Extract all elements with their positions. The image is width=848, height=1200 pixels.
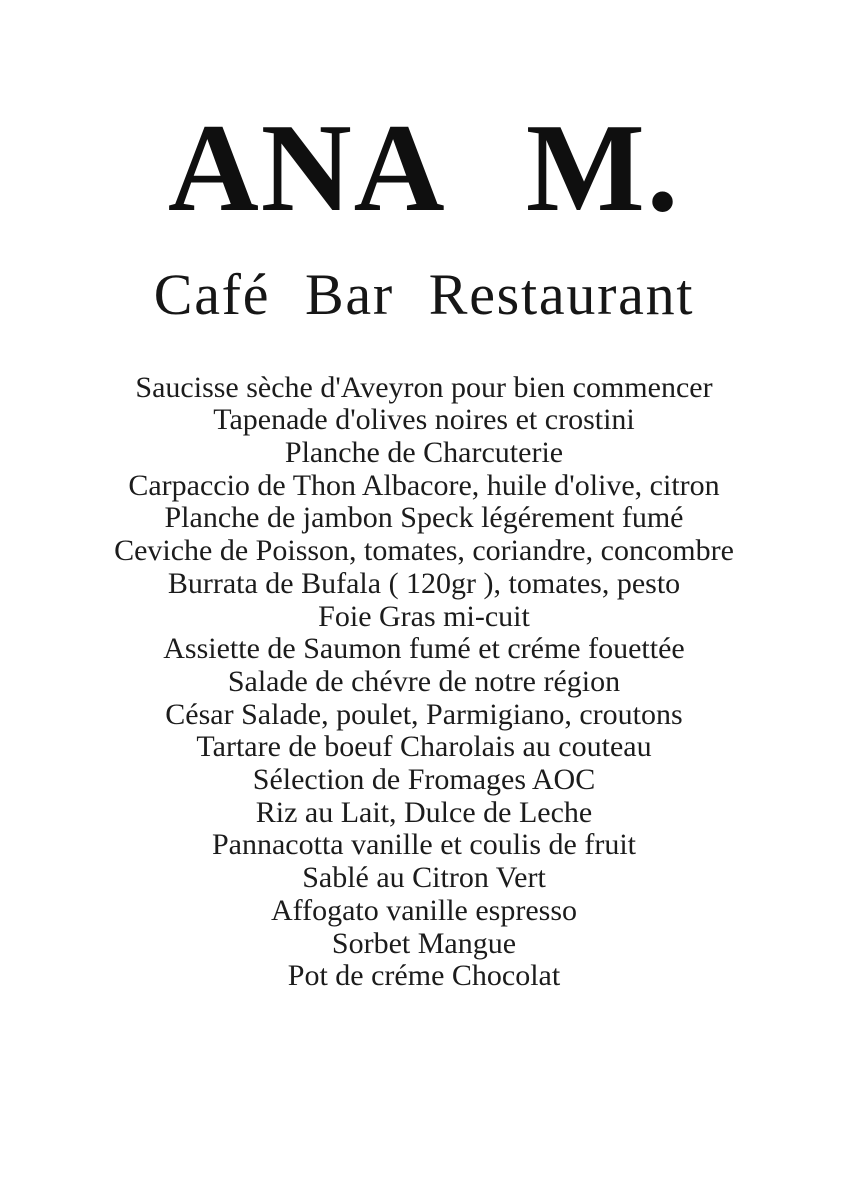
- menu-item: César Salade, poulet, Parmigiano, croutons: [165, 697, 683, 731]
- menu-item: Burrata de Bufala ( 120gr ), tomates, pesto: [167, 566, 681, 600]
- restaurant-name: ANA M.: [167, 99, 681, 238]
- menu-item: Tapenade d'olives noires et crostini: [213, 403, 635, 437]
- menu-item: Assiette de Saumon fumé et créme fouettée: [163, 632, 685, 666]
- menu-item: Salade de chévre de notre région: [227, 664, 621, 698]
- menu-item: Foie Gras mi-cuit: [318, 599, 530, 633]
- menu-item: Planche de jambon Speck légérement fumé: [164, 501, 684, 535]
- menu-item: Pannacotta vanille et coulis de fruit: [211, 828, 637, 862]
- menu-item: Pot de créme Chocolat: [287, 959, 561, 993]
- menu-item: Tartare de boeuf Charolais au couteau: [196, 730, 652, 764]
- menu-item: Ceviche de Poisson, tomates, coriandre, concombre: [114, 534, 734, 568]
- restaurant-subtitle: Café Bar Restaurant: [153, 262, 695, 327]
- menu-item: Sorbet Mangue: [331, 926, 517, 960]
- menu-list: [0, 372, 848, 993]
- menu-item: Carpaccio de Thon Albacore, huile d'olive, citron: [128, 468, 720, 502]
- menu-item: Planche de Charcuterie: [284, 436, 564, 469]
- menu-item: Sélection de Fromages AOC: [252, 763, 596, 797]
- menu-item: Saucisse sèche d'Aveyron pour bien commencer: [135, 370, 713, 404]
- menu-item: Sablé au Citron Vert: [302, 861, 546, 895]
- menu-item: Riz au Lait, Dulce de Leche: [255, 795, 593, 829]
- menu-header: [0, 99, 848, 330]
- menu-item: Affogato vanille espresso: [270, 893, 578, 927]
